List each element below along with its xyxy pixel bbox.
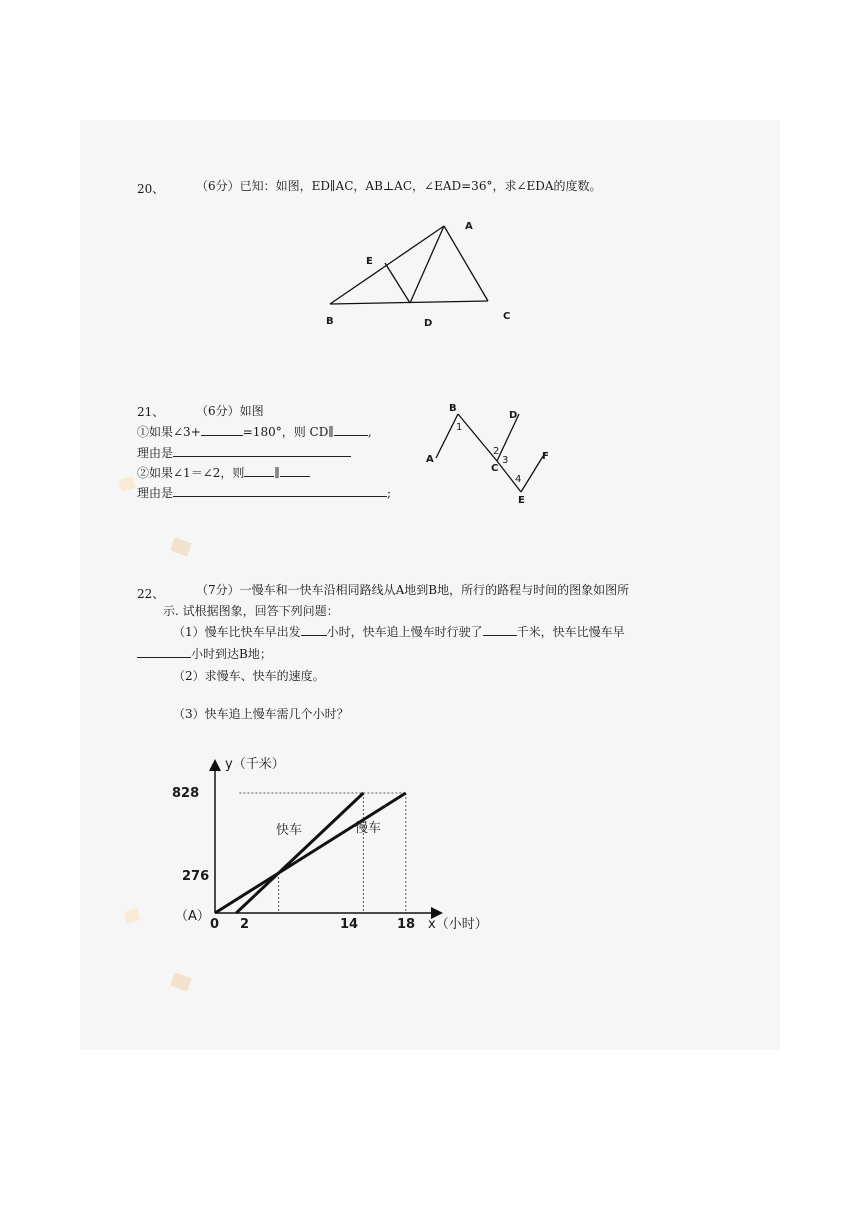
point-label-d: D	[509, 410, 518, 421]
q22-number: 22、	[137, 587, 165, 601]
origin-label: （A）	[175, 909, 210, 924]
q21-line3-a: ②如果∠1＝∠2，则	[137, 466, 245, 480]
angle-label-1: 1	[456, 422, 463, 433]
q21-line4-label: 理由是	[137, 486, 174, 500]
point-label-d: D	[424, 318, 433, 329]
point-label-e: E	[518, 495, 525, 506]
q21-line1-b: =180°，则 CD∥	[242, 425, 334, 439]
q20-text: （6分）已知：如图，ED∥AC，AB⊥AC，∠EAD=36°，求∠EDA的度数。	[196, 179, 602, 193]
y-tick-276: 276	[182, 869, 210, 884]
q22-part1-a: （1）慢车比快车早出发	[173, 625, 301, 639]
point-label-a: A	[465, 221, 473, 232]
point-label-b: B	[449, 403, 457, 414]
q21-line3-b: ∥	[274, 466, 280, 480]
x-axis-label: x（小时）	[428, 917, 488, 932]
q21-title: （6分）如图	[196, 404, 264, 418]
q21-line1-a: ①如果∠3+	[137, 425, 201, 439]
q21-line2-label: 理由是	[137, 446, 174, 460]
q21-line1-c: ,	[367, 425, 372, 439]
q22-intro: （7分）一慢车和一快车沿相同路线从A地到B地，所行的路程与时间的图象如图所	[196, 583, 630, 597]
y-axis-label: y（千米）	[225, 757, 285, 772]
q22-part3: （3）快车追上慢车需几个小时？	[173, 707, 349, 721]
point-label-b: B	[326, 316, 334, 327]
q22-part2: （2）求慢车、快车的速度。	[173, 669, 325, 683]
point-label-e: E	[366, 256, 373, 267]
q22-intro2: 示. 试根据图象，回答下列问题：	[163, 604, 339, 618]
q22-part1-c: 千米，快车比慢车早	[516, 625, 625, 639]
point-label-a: A	[426, 454, 434, 465]
x-tick-14: 14	[340, 917, 359, 932]
angle-label-3: 3	[502, 455, 509, 466]
point-label-c: C	[503, 311, 511, 322]
series-label-slow: 慢车	[355, 821, 382, 836]
x-tick-0: 0	[210, 917, 220, 932]
q21-line4-end: ;	[387, 486, 392, 500]
q20-number: 20、	[137, 182, 165, 196]
point-label-f: F	[542, 451, 549, 462]
q21-number: 21、	[137, 405, 165, 419]
q22-part1-d: 小时到达B地；	[191, 647, 272, 661]
y-tick-828: 828	[172, 786, 200, 801]
fast-car-line	[236, 793, 363, 913]
angle-label-4: 4	[515, 474, 522, 485]
x-tick-2: 2	[240, 917, 250, 932]
series-label-fast: 快车	[276, 823, 303, 838]
angle-label-2: 2	[493, 446, 500, 457]
x-tick-18: 18	[397, 917, 416, 932]
slow-car-line	[215, 793, 406, 913]
point-label-c: C	[491, 463, 499, 474]
q22-part1-b: 小时，快车追上慢车时行驶了	[326, 625, 483, 639]
